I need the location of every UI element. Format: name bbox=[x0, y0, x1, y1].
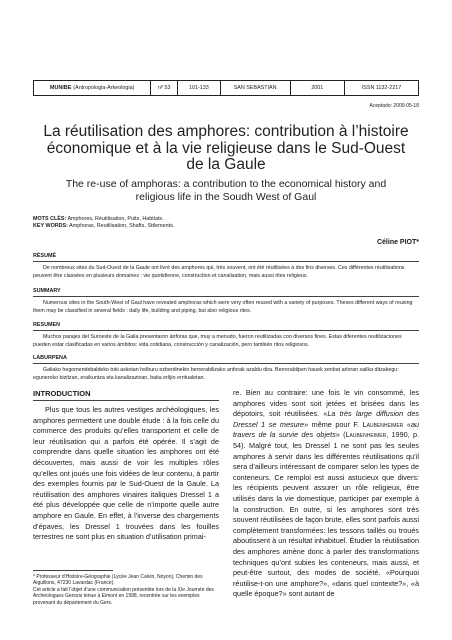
keywords-block: MOTS CLÈS: Amphores, Réutilisation, Puits, Habitats. KEY WORDS: Amphoras, Reutilisation, Shafts, Sttlements. bbox=[33, 216, 175, 229]
article-subtitle: The re-use of amphoras: a contribution to the economical history and religious life in the Soudh West of Gaul bbox=[65, 178, 387, 203]
resumen-text: Muchos parajes del Suroeste de la Galia presentaron ánforas que, muy a menudo, fueron reutilizadas con diversos fines. Estas diferentes reutilizaciones pueden estar clasificadas en varios ámbitos: vida cotidiana, construcción y canalización, pero también ritos religiosos. bbox=[33, 334, 402, 348]
issue-number: nº 53 bbox=[151, 81, 178, 95]
page-range: 101-133 bbox=[178, 81, 220, 95]
introduction-heading: INTRODUCTION bbox=[33, 389, 91, 398]
divider bbox=[33, 400, 219, 401]
resume-heading: RÉSUMÉ bbox=[33, 253, 57, 259]
author-name: Céline PIOT* bbox=[376, 239, 419, 246]
divider bbox=[33, 296, 419, 297]
accepted-date: Aceptado: 2000-05-18 bbox=[369, 103, 419, 109]
footnote-affiliation: * Professeur d’Histoire-Géographie (Lycée Jean Calvin, Noyon), Chemin des Aiguillons, 47230 Lavardac (France). bbox=[33, 574, 203, 587]
summary-heading: SUMMARY bbox=[33, 288, 61, 294]
right-column bbox=[233, 388, 419, 600]
divider bbox=[33, 363, 419, 364]
intro-paragraph: Plus que tous les autres vestiges archéologiques, les amphores permettent une double étude : à la fois celle du commerce des produits qu’elles transportent et celle de leur réutilisation qui a parfois été opérée. Il s’agit de comprendre dans quelle situation les amphores ont été découvertes, mais aussi de voir les multiples rôles qu’elles ont joués une fois vidées de leur contenu, à partir des exemples fournis par le Sud-Ouest de la Gaule. La réutilisation des amphores vinaires italiques Dressel 1 a été plus développée que celle de n’importe quelle autre amphore en Gaule. En effet, à l’inverse des chargements d’épaves, les Dressel 1 trouvées dans les fouilles terrestres ne sont plus en situation d’utilisation primai- bbox=[33, 405, 219, 542]
article-title: La réutilisation des amphores: contribution à l’histoire économique et à la vie religieuse dans le Sud-Ouest de la Gaule bbox=[43, 123, 409, 173]
laburpena-heading: LABURPENA bbox=[33, 355, 67, 361]
divider bbox=[33, 261, 419, 262]
summary-text: Numerous sites in the South-West of Gaul have revealed amphoras which were very often reused with a variety of purposes. Theses different ways of reusing them may be classified in several fields : daily life, building and piping, but also religious rites. bbox=[33, 300, 413, 314]
resumen-section bbox=[33, 322, 419, 349]
laburpena-section bbox=[33, 355, 419, 382]
publication-place: SAN SEBASTIAN bbox=[221, 81, 291, 95]
resume-text: De nombreux sites du Sud-Ouest de la Gaule ont livré des amphores qui, très souvent, ont été réutilisées à des fins diverses. Ces différentes réutilisations peuvent être classées en plusieurs domaines : vie quotidienne, construction et canalisation, mais aussi rites religieux. bbox=[33, 265, 405, 279]
intro-paragraph-continued: re. Bien au contraire: une fois le vin consommé, les amphores vides sont soit jetées et brisées dans les dépotoirs, soit réutilisées. «La très large diffusion des Dressel 1 se mesure» même pour F. Laubenheimer «au travers de la survie des objets» (Laubenheimer, 1990, p. 54). Malgré tout, les Dressel 1 ne sont pas les seules amphores à servir dans les différentes réutilisations qu’il sera d’ailleurs intéressant de comparer selon les types de conteneurs. Ce remploi est aussi astucieux que divers: les récipients peuvent assurer un rôle religieux, être utilisés dans la vie domestique, participer par exemple à la construction. En outre, si les amphores sont très souvent réutilisées de façon brute, elles sont parfois aussi complètement transformées: les tessons taillés ou troués aboutissent à un résultat inhabituel. Étudier la réutilisation des amphores amène donc à parler des transformations techniques qu’ont subies les conteneurs, mais aussi, et peut-être surtout, des modes de société. «Pourquoi réutilise-t-on une amphore?», «dans quel contexte?», «à quelle époque?» sont autant de bbox=[233, 388, 420, 599]
footnote-divider bbox=[33, 570, 113, 571]
journal-name: MUNIBE (Antropologia-Arkeologia) bbox=[34, 81, 151, 95]
summary-section bbox=[33, 288, 419, 315]
footnote-note: Cet article a fait l’objet d’une communication présentée lors de la XIe Journée des Archéologues Gersois tenue à Eimont en 1998, recentrée sur les exemples provenant du département du Gers. bbox=[33, 586, 214, 606]
resume-section bbox=[33, 253, 419, 280]
divider bbox=[33, 330, 419, 331]
journal-header-bar bbox=[33, 80, 419, 96]
publication-year: 2001 bbox=[291, 81, 345, 95]
issn: ISSN 1132-2217 bbox=[361, 85, 402, 91]
left-column bbox=[33, 405, 219, 543]
footnote bbox=[33, 574, 219, 606]
resumen-heading: RESUMEN bbox=[33, 322, 60, 328]
laburpena-text: Galiako hegomendebaldeko toki askotan helburu ezberdinekin berrerabilizako anforak azaldu dira. Berrerabilpen hauek zenbat arloran sailka ditzakegu: eguneroko bizitzan, eraikuntza eta kanalizazioan, baita erlijio erritualetan. bbox=[33, 367, 399, 381]
